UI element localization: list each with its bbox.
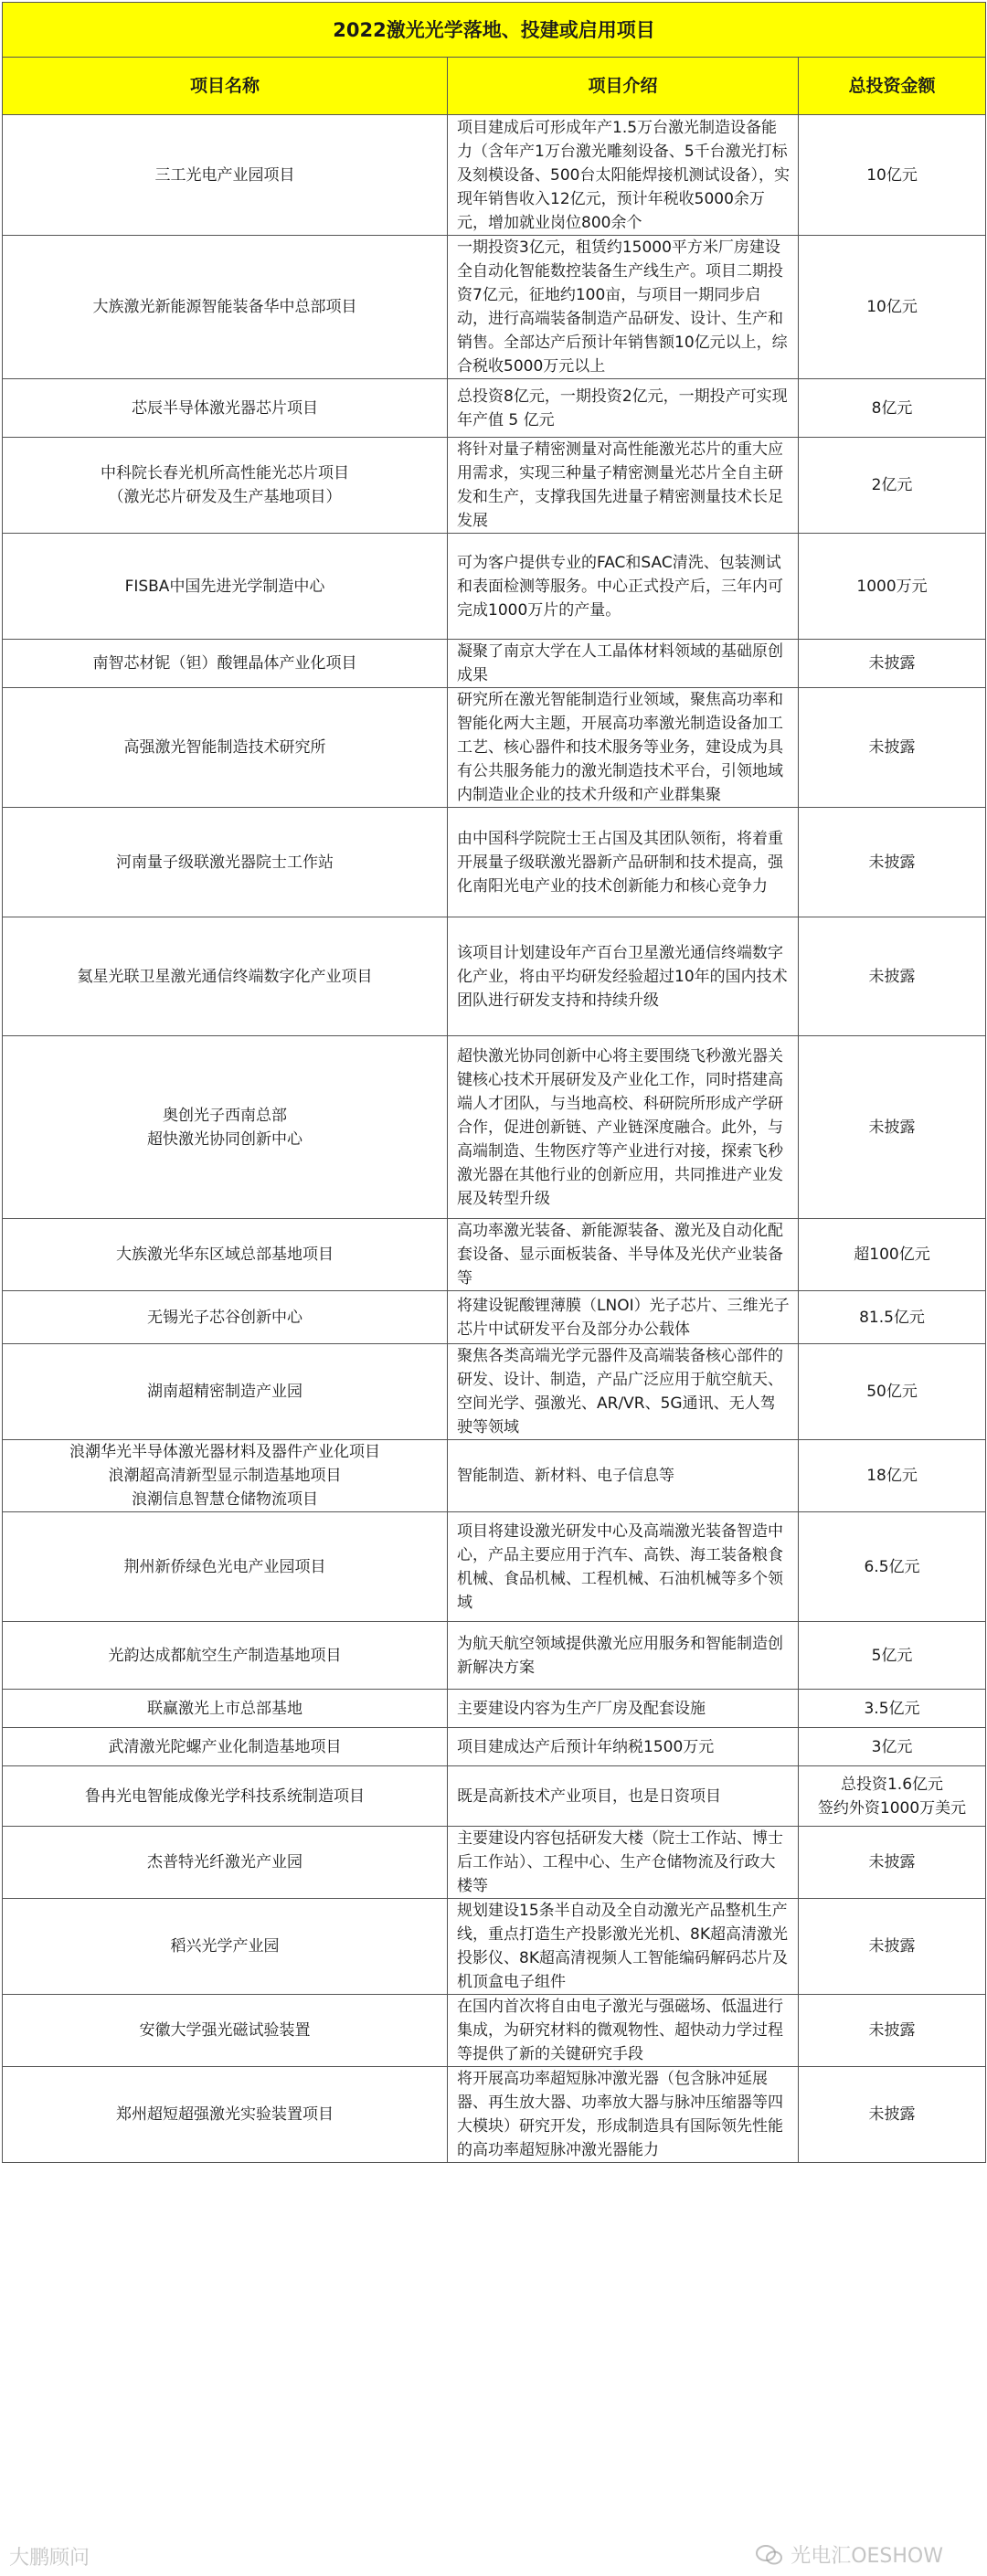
project-name-cell: 武清激光陀螺产业化制造基地项目 [3, 1728, 448, 1766]
project-intro-cell: 项目将建设激光研发中心及高端激光装备智造中心，产品主要应用于汽车、高铁、海工装备粮食机械、食品机械、工程机械、石油机械等多个领域 [448, 1512, 799, 1622]
project-name-cell: 光韵达成都航空生产制造基地项目 [3, 1622, 448, 1690]
project-intro-cell: 总投资8亿元，一期投资2亿元，一期投产可实现年产值 5 亿元 [448, 379, 799, 438]
project-intro-cell: 为航天航空领域提供激光应用服务和智能制造创新解决方案 [448, 1622, 799, 1690]
investment-amount-cell: 10亿元 [799, 115, 986, 236]
table-row [3, 1291, 986, 1344]
project-intro-cell: 超快激光协同创新中心将主要围绕飞秒激光器关键核心技术开展研发及产业化工作，同时搭建高端人才团队，与当地高校、科研院所形成产学研合作，促进创新链、产业链深度融合。此外，与高端制造、生物医疗等产业进行对接，探索飞秒激光器在其他行业的创新应用，共同推进产业发展及转型升级 [448, 1036, 799, 1219]
project-intro-cell: 主要建设内容包括研发大楼（院士工作站、博士后工作站）、工程中心、生产仓储物流及行政大楼等 [448, 1827, 799, 1899]
project-name-cell: 安徽大学强光磁试验装置 [3, 1995, 448, 2067]
investment-amount-cell: 未披露 [799, 688, 986, 808]
watermark-right-text: 光电汇OESHOW [791, 2545, 943, 2568]
project-name-cell: 鲁冉光电智能成像光学科技系统制造项目 [3, 1766, 448, 1827]
investment-amount-cell: 8亿元 [799, 379, 986, 438]
project-name-cell: FISBA中国先进光学制造中心 [3, 534, 448, 640]
investment-amount-cell: 未披露 [799, 2067, 986, 2163]
table-row [3, 1690, 986, 1728]
table-row [3, 1512, 986, 1622]
project-name-cell: 南智芯材铌（钽）酸锂晶体产业化项目 [3, 640, 448, 688]
investment-amount-cell: 50亿元 [799, 1344, 986, 1440]
project-intro-cell: 聚焦各类高端光学元器件及高端装备核心部件的研发、设计、制造，产品广泛应用于航空航天、空间光学、强激光、AR/VR、5G通讯、无人驾驶等领域 [448, 1344, 799, 1440]
project-intro-cell: 主要建设内容为生产厂房及配套设施 [448, 1690, 799, 1728]
project-name-cell: 郑州超短超强激光实验装置项目 [3, 2067, 448, 2163]
project-name-cell: 浪潮华光半导体激光器材料及器件产业化项目 浪潮超高清新型显示制造基地项目 浪潮信息智慧仓储物流项目 [3, 1440, 448, 1512]
project-name-cell: 芯辰半导体激光器芯片项目 [3, 379, 448, 438]
header-project-name: 项目名称 [3, 58, 448, 115]
project-intro-cell: 一期投资3亿元，租赁约15000平方米厂房建设全自动化智能数控装备生产线生产。项目二期投资7亿元，征地约100亩，与项目一期同步启动，进行高端装备制造产品研发、设计、生产和销售。全部达产后预计年销售额10亿元以上，综合税收5000万元以上 [448, 236, 799, 379]
investment-amount-cell: 1000万元 [799, 534, 986, 640]
project-intro-cell: 可为客户提供专业的FAC和SAC清洗、包装测试和表面检测等服务。中心正式投产后，三年内可完成1000万片的产量。 [448, 534, 799, 640]
project-intro-cell: 将针对量子精密测量对高性能激光芯片的重大应用需求，实现三种量子精密测量光芯片全自主研发和生产，支撑我国先进量子精密测量技术长足发展 [448, 438, 799, 534]
investment-amount-cell: 未披露 [799, 1899, 986, 1995]
project-intro-cell: 高功率激光装备、新能源装备、激光及自动化配套设备、显示面板装备、半导体及光伏产业装备等 [448, 1219, 799, 1291]
investment-amount-cell: 未披露 [799, 1827, 986, 1899]
table-row [3, 534, 986, 640]
project-name-cell: 氦星光联卫星激光通信终端数字化产业项目 [3, 917, 448, 1036]
project-intro-cell: 在国内首次将自由电子激光与强磁场、低温进行集成，为研究材料的微观物性、超快动力学过程等提供了新的关键研究手段 [448, 1995, 799, 2067]
table-row [3, 1728, 986, 1766]
investment-amount-cell: 3.5亿元 [799, 1690, 986, 1728]
project-intro-cell: 智能制造、新材料、电子信息等 [448, 1440, 799, 1512]
table-row [3, 917, 986, 1036]
table-row [3, 1440, 986, 1512]
project-intro-cell: 该项目计划建设年产百台卫星激光通信终端数字化产业，将由平均研发经验超过10年的国内技术团队进行研发支持和持续升级 [448, 917, 799, 1036]
table-row [3, 1995, 986, 2067]
header-row [3, 58, 986, 115]
project-name-cell: 荆州新侨绿色光电产业园项目 [3, 1512, 448, 1622]
investment-amount-cell: 未披露 [799, 1036, 986, 1219]
investment-amount-cell: 2亿元 [799, 438, 986, 534]
project-intro-cell: 项目建成达产后预计年纳税1500万元 [448, 1728, 799, 1766]
project-name-cell: 无锡光子芯谷创新中心 [3, 1291, 448, 1344]
watermark-left-text: 大鹏顾问 [9, 2547, 90, 2570]
watermark-left [9, 2542, 90, 2571]
projects-table [2, 2, 986, 2163]
investment-amount-cell: 未披露 [799, 808, 986, 917]
project-name-cell: 高强激光智能制造技术研究所 [3, 688, 448, 808]
table-row [3, 1219, 986, 1291]
table-row [3, 379, 986, 438]
project-intro-cell: 由中国科学院院士王占国及其团队领衔，将着重开展量子级联激光器新产品研制和技术提高，强化南阳光电产业的技术创新能力和核心竞争力 [448, 808, 799, 917]
investment-amount-cell: 3亿元 [799, 1728, 986, 1766]
investment-amount-cell: 10亿元 [799, 236, 986, 379]
watermark-right [756, 2540, 943, 2569]
table-row [3, 688, 986, 808]
table-row [3, 1622, 986, 1690]
project-name-cell: 河南量子级联激光器院士工作站 [3, 808, 448, 917]
project-name-cell: 大族激光华东区域总部基地项目 [3, 1219, 448, 1291]
table-row [3, 115, 986, 236]
header-project-intro: 项目介绍 [448, 58, 799, 115]
header-total-investment: 总投资金额 [799, 58, 986, 115]
project-intro-cell: 将建设铌酸锂薄膜（LNOI）光子芯片、三维光子芯片中试研发平台及部分办公载体 [448, 1291, 799, 1344]
project-name-cell: 奥创光子西南总部 超快激光协同创新中心 [3, 1036, 448, 1219]
project-name-cell: 杰普特光纤激光产业园 [3, 1827, 448, 1899]
table-row [3, 1827, 986, 1899]
table-row [3, 2067, 986, 2163]
project-intro-cell: 项目建成后可形成年产1.5万台激光制造设备能力（含年产1万台激光雕刻设备、5千台激光打标及刻模设备、500台太阳能焊接机测试设备），实现年销售收入12亿元，预计年税收5000余万元，增加就业岗位800余个 [448, 115, 799, 236]
table-row [3, 1766, 986, 1827]
project-intro-cell: 将开展高功率超短脉冲激光器（包含脉冲延展器、再生放大器、功率放大器与脉冲压缩器等四大模块）研究开发，形成制造具有国际领先性能的高功率超短脉冲激光器能力 [448, 2067, 799, 2163]
title-row [3, 3, 986, 58]
project-intro-cell: 研究所在激光智能制造行业领域，聚焦高功率和智能化两大主题，开展高功率激光制造设备加工工艺、核心器件和技术服务等业务，建设成为具有公共服务能力的激光制造技术平台，引领地域内制造业企业的技术升级和产业群集聚 [448, 688, 799, 808]
wechat-logo-icon [756, 2545, 783, 2565]
project-name-cell: 联赢激光上市总部基地 [3, 1690, 448, 1728]
table-row [3, 1344, 986, 1440]
table-row [3, 1899, 986, 1995]
project-name-cell: 湖南超精密制造产业园 [3, 1344, 448, 1440]
project-intro-cell: 既是高新技术产业项目，也是日资项目 [448, 1766, 799, 1827]
investment-amount-cell: 总投资1.6亿元 签约外资1000万美元 [799, 1766, 986, 1827]
investment-amount-cell: 超100亿元 [799, 1219, 986, 1291]
project-name-cell: 中科院长春光机所高性能光芯片项目 （激光芯片研发及生产基地项目） [3, 438, 448, 534]
investment-amount-cell: 未披露 [799, 1995, 986, 2067]
investment-amount-cell: 81.5亿元 [799, 1291, 986, 1344]
table-row [3, 640, 986, 688]
investment-amount-cell: 18亿元 [799, 1440, 986, 1512]
project-intro-cell: 凝聚了南京大学在人工晶体材料领域的基础原创成果 [448, 640, 799, 688]
investment-amount-cell: 5亿元 [799, 1622, 986, 1690]
table-title: 2022激光光学落地、投建或启用项目 [3, 3, 986, 58]
investment-amount-cell: 未披露 [799, 640, 986, 688]
project-intro-cell: 规划建设15条半自动及全自动激光产品整机生产线，重点打造生产投影激光光机、8K超高清激光投影仪、8K超高清视频人工智能编码解码芯片及机顶盒电子组件 [448, 1899, 799, 1995]
table-row [3, 1036, 986, 1219]
table-row [3, 808, 986, 917]
table-row [3, 438, 986, 534]
table-row [3, 236, 986, 379]
investment-amount-cell: 未披露 [799, 917, 986, 1036]
investment-amount-cell: 6.5亿元 [799, 1512, 986, 1622]
project-name-cell: 稻兴光学产业园 [3, 1899, 448, 1995]
project-name-cell: 大族激光新能源智能装备华中总部项目 [3, 236, 448, 379]
project-name-cell: 三工光电产业园项目 [3, 115, 448, 236]
